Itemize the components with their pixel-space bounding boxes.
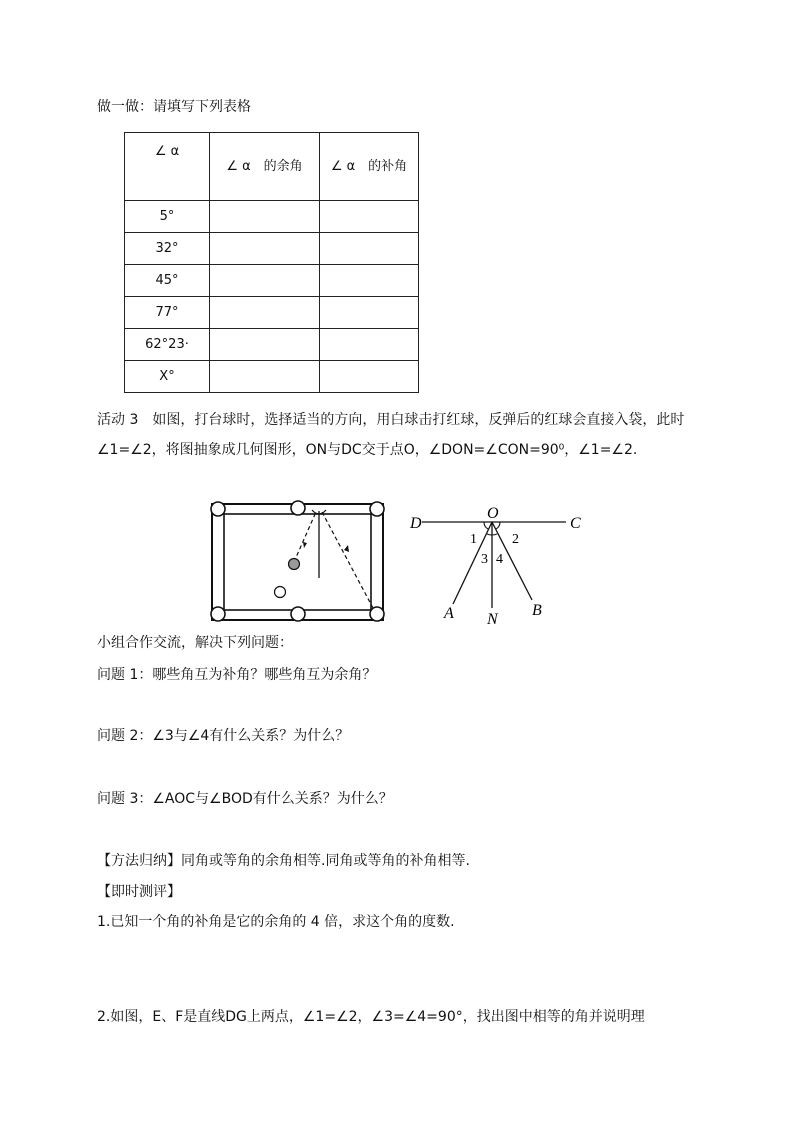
label-angle-3: 3 (481, 552, 488, 567)
outgoing-path-dashed (322, 512, 373, 608)
test-question-1: 1.已知一个角的补角是它的余角的 4 倍，求这个角的度数. (97, 914, 455, 930)
angle-table (124, 132, 419, 393)
test-title: 【即时测评】 (97, 884, 181, 900)
angle-3-arc (487, 534, 492, 535)
incoming-path-dashed (294, 512, 316, 562)
label-b: B (532, 602, 542, 619)
discussion-intro: 小组合作交流，解决下列问题： (97, 635, 293, 651)
red-ball (289, 559, 300, 570)
pocket-bottom-left (211, 607, 225, 621)
table-header-complement (210, 133, 320, 201)
angle-2-arc (496, 522, 500, 529)
table-cell-supplement[interactable] (320, 201, 419, 233)
intro-heading: 做一做：请填写下列表格 (97, 99, 251, 115)
table-cell-supplement[interactable] (320, 265, 419, 297)
table-cell-angle: 62°23· (125, 329, 210, 361)
table-header-angle (125, 133, 210, 201)
table-cell-angle: 45° (125, 265, 210, 297)
question-2: 问题 2：∠3与∠4有什么关系？为什么？ (97, 728, 350, 744)
method-summary (97, 850, 470, 870)
label-angle-2: 2 (512, 532, 519, 547)
label-o: O (487, 505, 499, 522)
table-row (125, 361, 419, 393)
table-cell-complement[interactable] (210, 265, 320, 297)
table-cell-supplement[interactable] (320, 233, 419, 265)
method-title: 【方法归纳】 (97, 853, 181, 869)
table-row (125, 201, 419, 233)
label-angle-4: 4 (496, 552, 503, 567)
table-row (125, 329, 419, 361)
question-3: 问题 3：∠AOC与∠BOD有什么关系？为什么？ (97, 791, 393, 807)
label-c: C (570, 515, 581, 532)
table-header-supplement (320, 133, 419, 201)
table-cell-angle: 77° (125, 297, 210, 329)
table-cell-complement[interactable] (210, 233, 320, 265)
table-cell-angle: X° (125, 361, 210, 393)
white-ball (275, 587, 286, 598)
table-cell-supplement[interactable] (320, 329, 419, 361)
angle-4-arc (492, 534, 497, 535)
pocket-bottom-middle (291, 607, 305, 621)
label-d: D (410, 515, 422, 532)
label-a: A (444, 605, 454, 622)
table-header-complement-text: ∠ α 的余角 (226, 158, 303, 174)
test-question-2: 2.如图，E、F是直线DG上两点，∠1=∠2，∠3=∠4=90°，找出图中相等的角并说明理 (97, 1009, 645, 1025)
table-cell-angle: 32° (125, 233, 210, 265)
method-text: 同角或等角的余角相等.同角或等角的补角相等. (181, 853, 470, 869)
table-header-row (125, 133, 419, 201)
pocket-top-left (211, 502, 225, 516)
table-cell-supplement[interactable] (320, 297, 419, 329)
outgoing-arrow-head (344, 545, 349, 552)
pocket-top-middle (291, 501, 305, 515)
question-1: 问题 1：哪些角互为补角？哪些角互为余角？ (97, 667, 377, 683)
pocket-bottom-right (370, 607, 384, 621)
table-row (125, 265, 419, 297)
activity-3-text: 活动 3 如图，打台球时，选择适当的方向，用白球击打红球，反弹后的红球会直接入袋，此时∠1=∠2，将图抽象成几何图形，ON与DC交于点O，∠DON=∠CON=90⁰，∠1=∠2. (97, 412, 685, 458)
angle-1-arc (484, 522, 488, 529)
incoming-arrow-head (303, 542, 307, 548)
table-row (125, 297, 419, 329)
pocket-top-right (370, 502, 384, 516)
geometry-figure (408, 504, 588, 630)
table-cell-complement[interactable] (210, 201, 320, 233)
label-n: N (487, 611, 498, 628)
table-cell-complement[interactable] (210, 361, 320, 393)
table-cell-complement[interactable] (210, 329, 320, 361)
table-cell-angle: 5° (125, 201, 210, 233)
table-header-supplement-text: ∠ α 的补角 (330, 158, 408, 174)
billiard-table-figure (205, 498, 390, 628)
table-cell-complement[interactable] (210, 297, 320, 329)
table-cell-supplement[interactable] (320, 361, 419, 393)
table-row (125, 233, 419, 265)
table-header-angle-text: ∠ α (154, 144, 180, 159)
label-angle-1: 1 (470, 532, 477, 547)
